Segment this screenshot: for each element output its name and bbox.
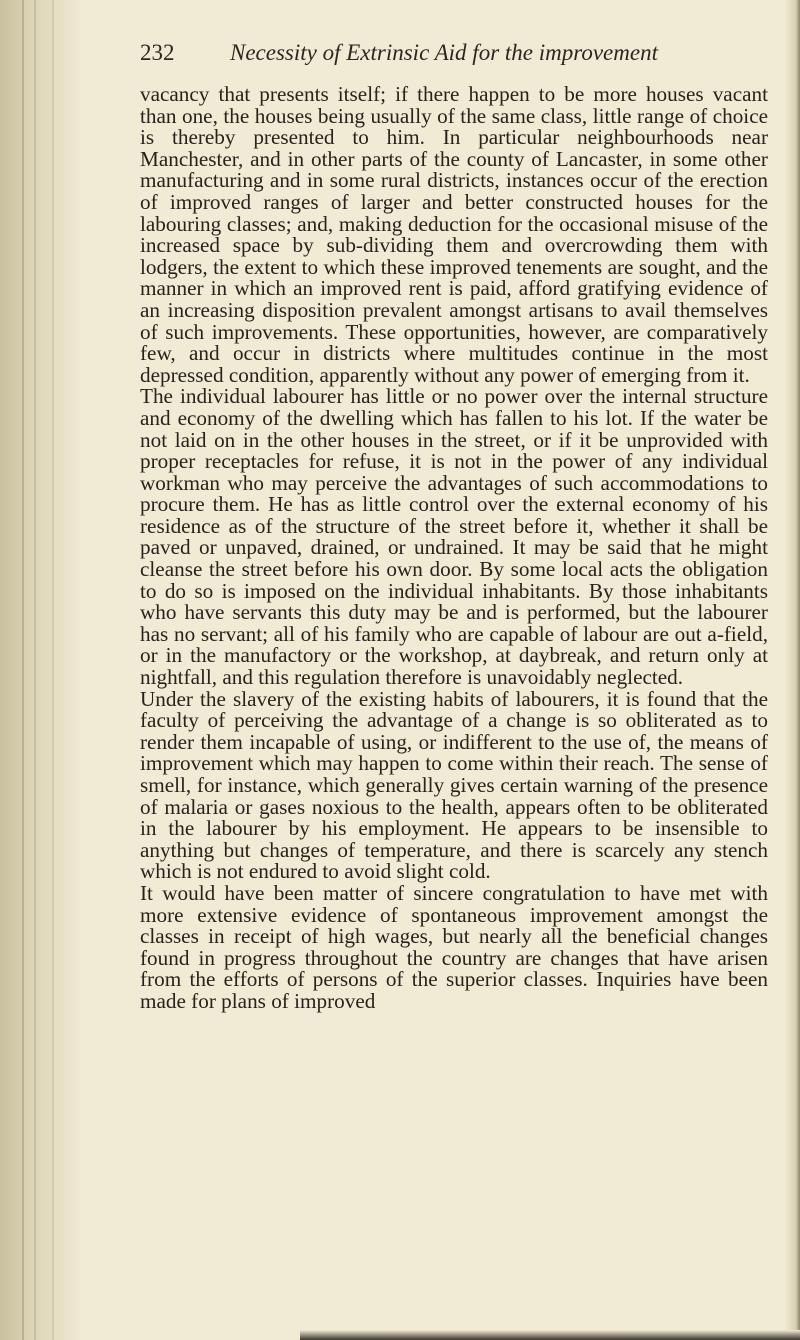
page-number: 232 xyxy=(140,40,175,65)
paragraph: It would have been matter of sincere congratulation to have met with more extensive evidence of spontaneous improvement amongst the classes in receipt of high wages, but nearly all the beneficial changes found in progress throughout the country are changes that have arisen from the efforts of persons of the superior classes. Inquiries have been made for plans of improved xyxy=(140,880,768,1013)
paragraph: Under the slavery of the existing habits of labourers, it is found that the faculty of perceiving the advantage of a change is so obliterated as to render them incapable of using, or indifferent to the use of, the means of improvement which may happen to come within their reach. The sense of smell, for instance, which generally gives certain warning of the presence of malaria or gases noxious to the health, appears often to be obliterated in the labourer by his employment. He appears to be insensible to anything but changes of temperature, and there is scarcely any stench which is not endured to avoid slight cold. xyxy=(140,686,768,884)
gutter-shadow-line xyxy=(52,0,54,1340)
paragraph: The individual labourer has little or no power over the internal structure and economy of the dwelling which has fallen to his lot. If the water be not laid on in the other houses in the street, or if it be unprovided with proper receptacles for refuse, it is not in the power of any individual workman who may perceive the advantages of such accommodations to procure them. He has as little control over the external economy of his residence as of the structure of the street before it, whether it shall be paved or unpaved, drained, or undrained. It may be said that he might cleanse the street before his own door. By some local acts the obligation to do so is imposed on the individual inhabitants. By those inhabitants who have servants this duty may be and is performed, but the labourer has no servant; all of his family who are capable of labour are out a-field, or in the manufactory or the workshop, at daybreak, and return only at nightfall, and this regulation therefore is unavoidably neglected. xyxy=(140,384,768,690)
page-right-edge xyxy=(786,0,800,1340)
gutter-shadow-line xyxy=(22,0,24,1340)
running-header xyxy=(140,40,770,66)
running-title: Necessity of Extrinsic Aid for the improvement xyxy=(230,40,658,65)
body-text xyxy=(140,84,768,1013)
paragraph: vacancy that presents itself; if there happen to be more houses vacant than one, the houses being usually of the same class, little range of choice is thereby presented to him. In particular neighbourhoods near Manchester, and in other parts of the county of Lancaster, in some other manufacturing and in some rural districts, instances occur of the erection of improved ranges of larger and better constructed houses for the labouring classes; and, making deduction for the occasional misuse of the increased space by sub-dividing them and overcrowding them with lodgers, the extent to which these improved tenements are sought, and the manner in which an improved rent is paid, afford gratifying evidence of an increasing disposition prevalent amongst artisans to avail themselves of such improvements. These opportunities, however, are comparatively few, and occur in districts where multitudes continue in the most depressed condition, apparently without any power of emerging from it. xyxy=(140,82,768,387)
page-gutter xyxy=(0,0,80,1340)
page-bottom-edge xyxy=(300,1330,800,1340)
gutter-shadow-line xyxy=(34,0,36,1340)
